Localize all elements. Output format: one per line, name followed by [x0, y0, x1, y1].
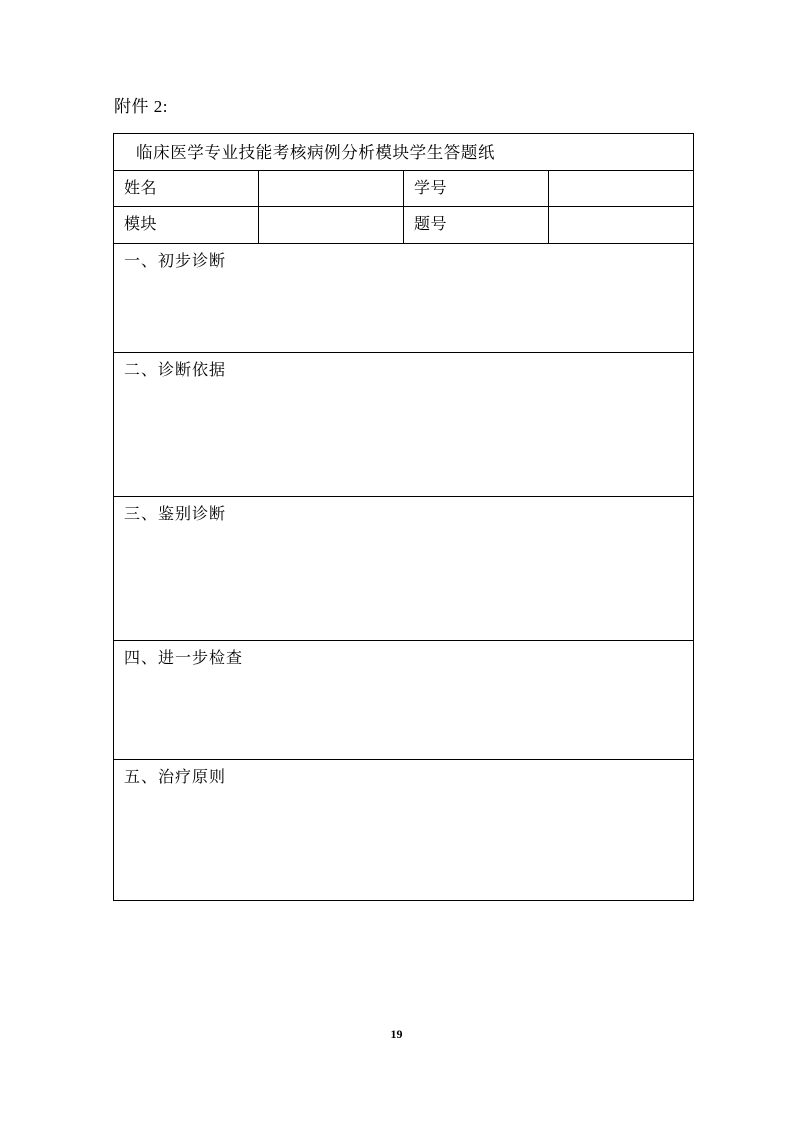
field-label-question-number: 题号	[414, 216, 448, 234]
table-row-section	[114, 759, 694, 900]
table-row-title	[114, 134, 694, 171]
value-cell-question-number[interactable]	[549, 207, 694, 243]
section-heading-diagnostic-basis: 二、诊断依据	[124, 361, 227, 379]
field-label-module: 模块	[124, 216, 158, 234]
section-cell-preliminary-diagnosis[interactable]	[114, 243, 694, 352]
value-cell-name[interactable]	[259, 171, 404, 207]
field-label-name: 姓名	[124, 180, 158, 198]
field-label-student-id: 学号	[414, 180, 448, 198]
section-cell-further-examination[interactable]	[114, 640, 694, 759]
field-value-student-id	[549, 171, 693, 184]
table-row-section	[114, 243, 694, 352]
attachment-label: 附件 2:	[114, 97, 168, 116]
field-value-name	[259, 171, 403, 184]
field-value-module	[259, 207, 403, 220]
form-title: 临床医学专业技能考核病例分析模块学生答题纸	[136, 143, 496, 162]
label-cell-module	[114, 207, 259, 243]
table-row-section	[114, 640, 694, 759]
table-row-section	[114, 496, 694, 640]
value-cell-module[interactable]	[259, 207, 404, 243]
section-cell-treatment-principles[interactable]	[114, 759, 694, 900]
value-cell-student-id[interactable]	[549, 171, 694, 207]
table-row	[114, 171, 694, 207]
label-cell-name	[114, 171, 259, 207]
section-heading-further-examination: 四、进一步检查	[124, 649, 244, 667]
field-value-question-number	[549, 207, 693, 220]
label-cell-question-number	[404, 207, 549, 243]
section-heading-preliminary-diagnosis: 一、初步诊断	[124, 252, 227, 270]
table-row	[114, 207, 694, 243]
section-cell-differential-diagnosis[interactable]	[114, 496, 694, 640]
table-title-cell	[114, 134, 694, 171]
page-number: 19	[390, 1027, 403, 1041]
answer-sheet-table	[113, 133, 694, 901]
label-cell-student-id	[404, 171, 549, 207]
table-row-section	[114, 352, 694, 496]
section-heading-differential-diagnosis: 三、鉴别诊断	[124, 505, 227, 523]
section-cell-diagnostic-basis[interactable]	[114, 352, 694, 496]
section-heading-treatment-principles: 五、治疗原则	[124, 768, 227, 786]
